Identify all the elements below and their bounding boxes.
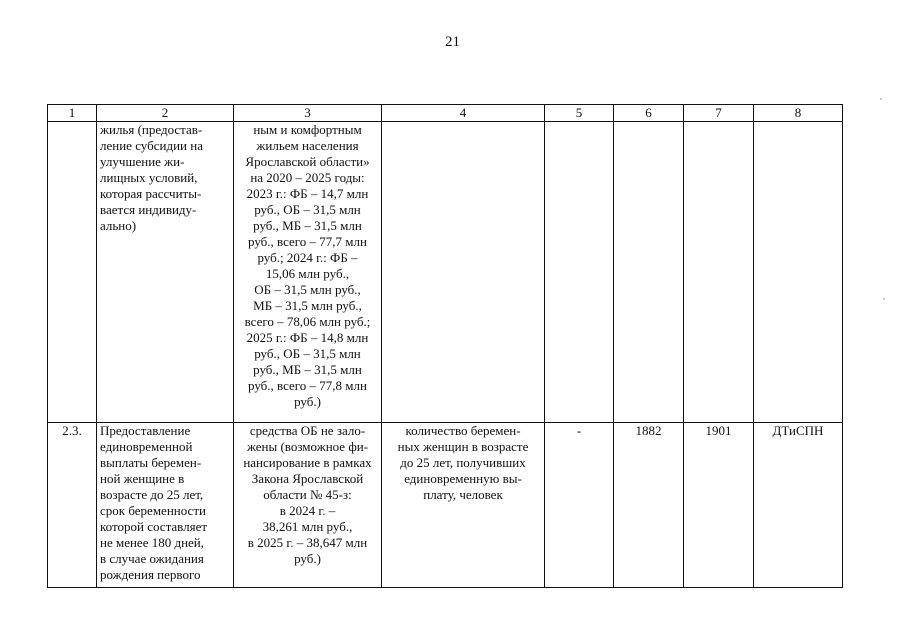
table-row: [48, 423, 843, 588]
row1-indicator: [382, 122, 545, 423]
row2-col5: -: [545, 423, 614, 588]
header-cell-8: 8: [754, 105, 843, 122]
row1-number: [48, 122, 97, 423]
row2-col7: 1901: [684, 423, 754, 588]
page-number: 21: [445, 34, 460, 50]
row1-col6: [614, 122, 684, 423]
table-row: [48, 122, 843, 423]
scan-speck: [880, 98, 882, 100]
scan-speck: [883, 298, 885, 300]
row2-executor: ДТиСПН: [754, 423, 843, 588]
header-cell-7: 7: [684, 105, 754, 122]
row1-measure: жилья (предостав- ление субсидии на улучшение жи- лищных условий, которая рассчиты- вается индивиду- ально): [97, 122, 234, 423]
header-cell-4: 4: [382, 105, 545, 122]
row2-measure: Предоставление единовременной выплаты беремен- ной женщине в возрасте до 25 лет, срок беременности которой составляет не менее 180 дней, в случае ожидания рождения первого: [97, 423, 234, 588]
row2-funding: средства ОБ не зало- жены (возможное фи- нансирование в рамках Закона Ярославской области № 45-з: в 2024 г. – 38,261 млн руб., в 2025 г. – 38,647 млн руб.): [234, 423, 382, 588]
header-cell-6: 6: [614, 105, 684, 122]
row1-executor: [754, 122, 843, 423]
header-cell-1: 1: [48, 105, 97, 122]
row1-col5: [545, 122, 614, 423]
header-cell-2: 2: [97, 105, 234, 122]
table-header-row: [48, 105, 843, 122]
row1-col7: [684, 122, 754, 423]
row2-indicator: количество беремен- ных женщин в возрасте до 25 лет, получивших единовременную вы- плату, человек: [382, 423, 545, 588]
row2-number: 2.3.: [48, 423, 97, 588]
program-table: [47, 104, 843, 588]
header-cell-3: 3: [234, 105, 382, 122]
row1-funding: ным и комфортным жильем населения Ярославской области» на 2020 – 2025 годы: 2023 г.: ФБ – 14,7 млн руб., ОБ – 31,5 млн руб., МБ – 31,5 млн руб., всего – 77,7 млн руб.; 2024 г.: ФБ – 15,06 млн руб., ОБ – 31,5 млн руб., МБ – 31,5 млн руб., всего – 78,06 млн руб.; 2025 г.: ФБ – 14,8 млн руб., ОБ – 31,5 млн руб., МБ – 31,5 млн руб., всего – 77,8 млн руб.): [234, 122, 382, 423]
row2-col6: 1882: [614, 423, 684, 588]
header-cell-5: 5: [545, 105, 614, 122]
